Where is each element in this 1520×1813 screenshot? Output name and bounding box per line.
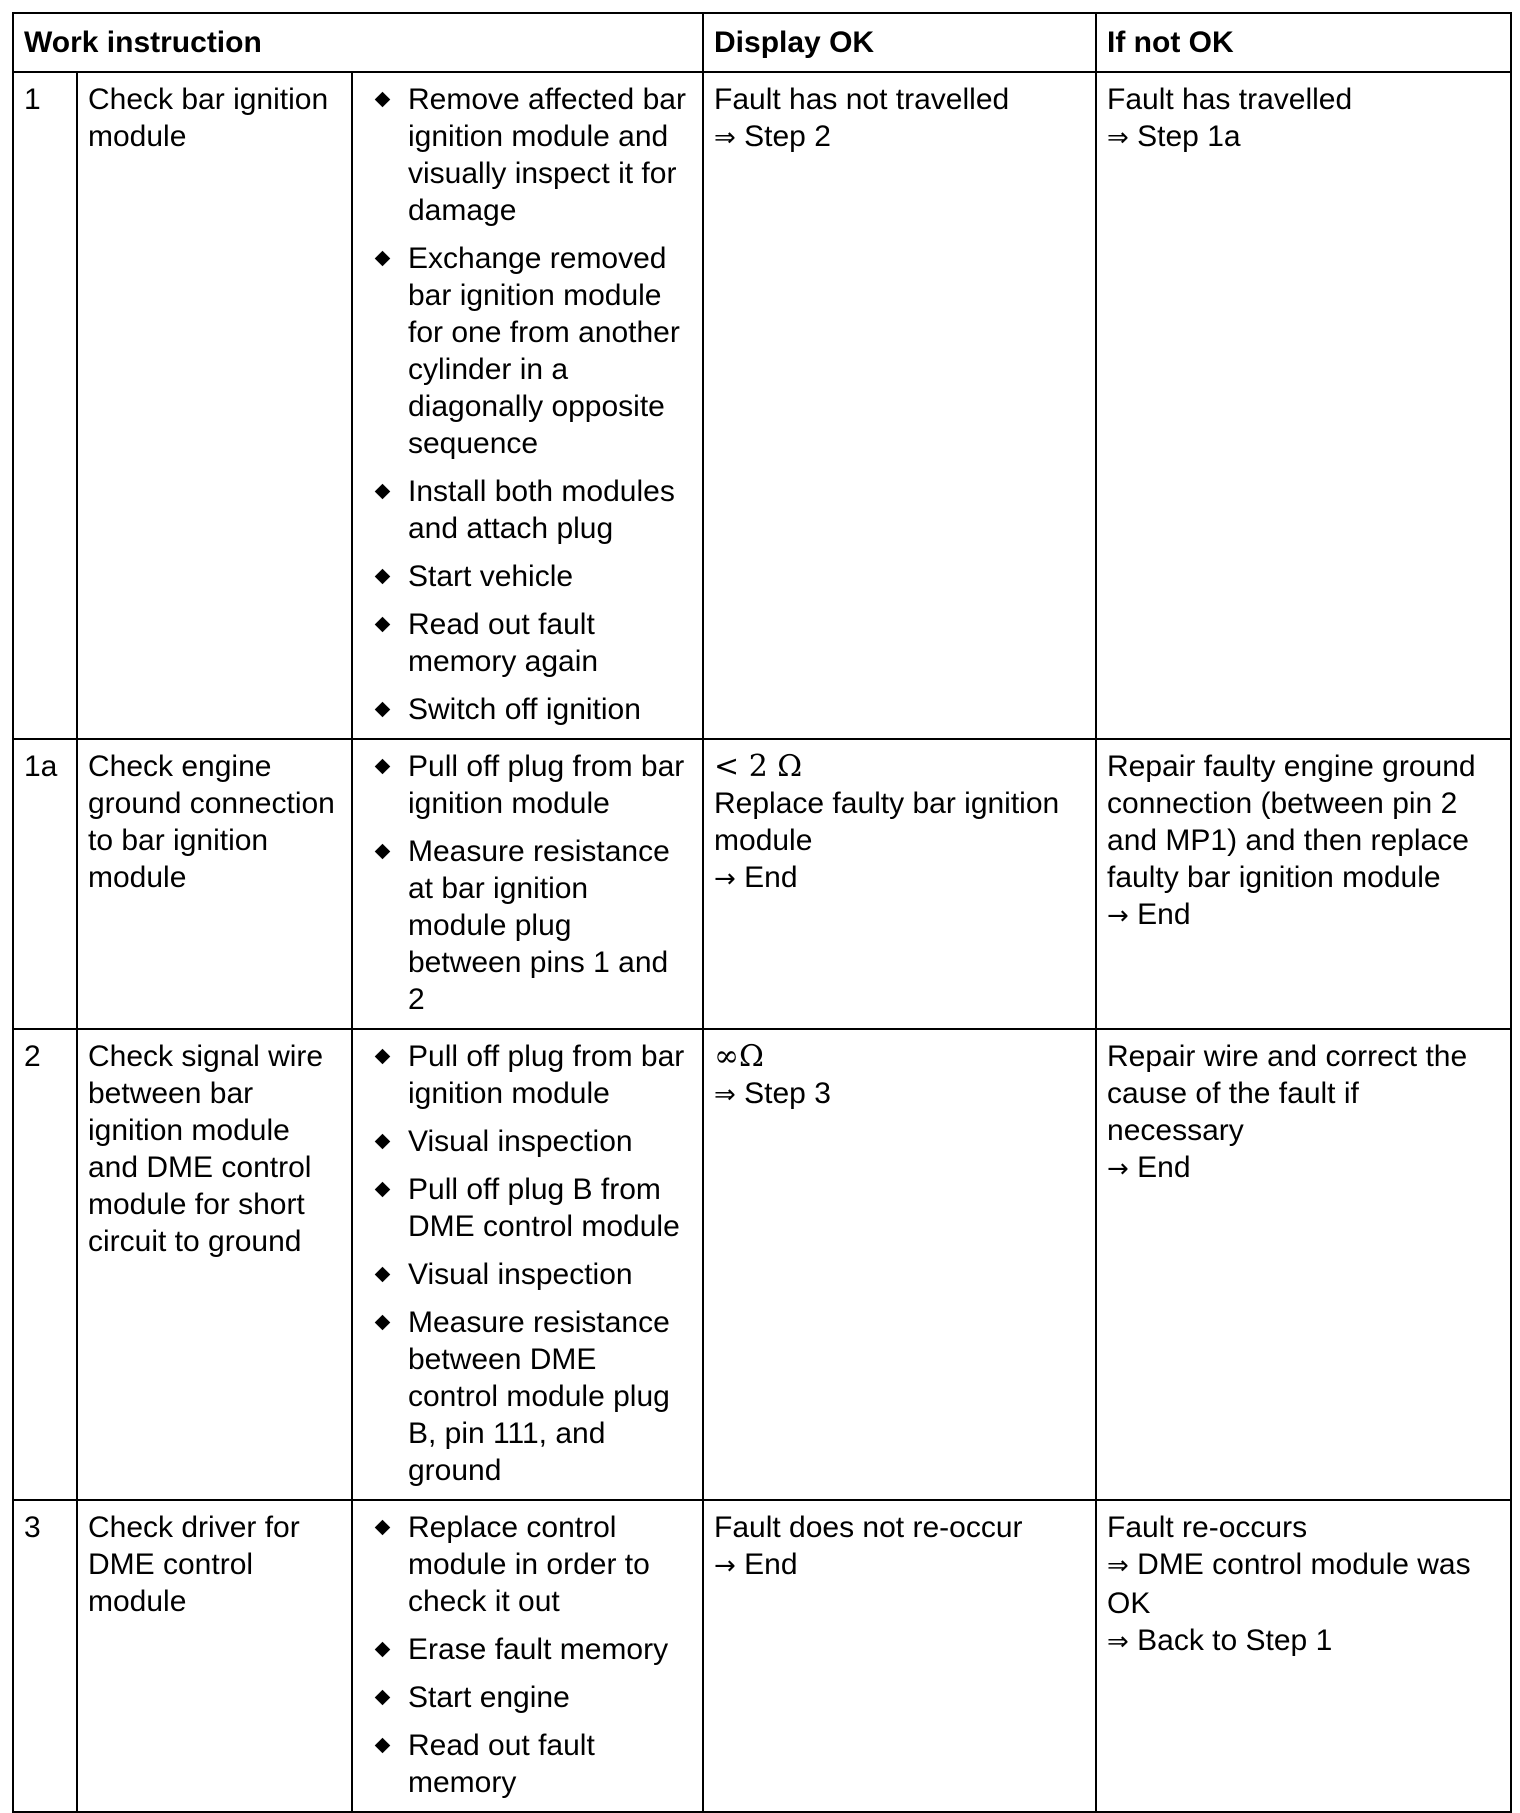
- double-arrow-right-icon: ⇒: [1107, 1627, 1129, 1657]
- result-text: Repair wire and correct the cause of the fault if necessary: [1107, 1040, 1468, 1147]
- result-line: [1107, 1038, 1500, 1149]
- diamond-bullet-icon: [370, 473, 394, 510]
- action-text: Start vehicle: [408, 560, 574, 593]
- if-not-ok-cell: [1096, 1500, 1511, 1812]
- action-text: Measure resistance at bar ignition module plug between pins 1 and 2: [408, 835, 670, 1016]
- result-text: Fault has not travelled: [714, 83, 1010, 116]
- result-text: Replace faulty bar ignition module: [714, 787, 1060, 857]
- diamond-bullet-icon: [370, 240, 394, 277]
- diamond-bullet-icon: [370, 691, 394, 728]
- double-arrow-right-icon: ⇒: [714, 1080, 736, 1110]
- diamond-bullet-icon: [370, 1304, 394, 1341]
- result-text: Repair faulty engine ground connection (between pin 2 and MP1) and then replace faulty bar ignition module: [1107, 750, 1476, 894]
- action-text: Exchange removed bar ignition module for one from another cylinder in a diagonally opposite sequence: [408, 242, 680, 460]
- result-line: [714, 118, 1085, 157]
- action-text: Measure resistance between DME control module plug B, pin 111, and ground: [408, 1306, 670, 1487]
- diamond-bullet-icon: [370, 1171, 394, 1208]
- arrow-right-icon: →: [1107, 901, 1129, 931]
- double-arrow-right-icon: ⇒: [1107, 123, 1129, 153]
- action-item: [363, 558, 692, 595]
- action-list: [363, 1038, 692, 1489]
- action-item: [363, 748, 692, 822]
- action-text: Read out fault memory: [408, 1729, 595, 1799]
- result-text: Step 1a: [1128, 120, 1241, 153]
- diamond-bullet-icon: [370, 748, 394, 785]
- step-actions: [352, 1500, 703, 1812]
- action-item: [363, 1679, 692, 1716]
- diamond-bullet-icon: [370, 1123, 394, 1160]
- action-item: [363, 1304, 692, 1489]
- diamond-bullet-icon: [370, 1256, 394, 1293]
- result-line: [714, 785, 1085, 859]
- action-text: Visual inspection: [408, 1125, 633, 1158]
- arrow-right-icon: →: [714, 1551, 736, 1581]
- action-list: [363, 81, 692, 728]
- result-text: Fault does not re-occur: [714, 1511, 1023, 1544]
- action-item: [363, 1038, 692, 1112]
- action-item: [363, 1509, 692, 1620]
- action-text: Visual inspection: [408, 1258, 633, 1291]
- display-ok-cell: [703, 739, 1096, 1029]
- arrow-right-icon: →: [714, 864, 736, 894]
- action-text: Pull off plug from bar ignition module: [408, 750, 685, 820]
- header-work-instruction: Work instruction: [13, 13, 703, 72]
- diamond-bullet-icon: [370, 1509, 394, 1546]
- result-line: [1107, 1509, 1500, 1546]
- display-ok-cell: [703, 1500, 1096, 1812]
- result-line: [714, 1546, 1085, 1585]
- action-item: [363, 1123, 692, 1160]
- step-title: Check bar ignition module: [77, 72, 352, 739]
- step-title: Check engine ground connection to bar ignition module: [77, 739, 352, 1029]
- arrow-right-icon: →: [1107, 1154, 1129, 1184]
- double-arrow-right-icon: ⇒: [1107, 1551, 1129, 1581]
- action-text: Pull off plug B from DME control module: [408, 1173, 680, 1243]
- action-list: [363, 1509, 692, 1801]
- table-row: [13, 1500, 1511, 1812]
- result-text: Step 2: [735, 120, 831, 153]
- result-line: [1107, 1622, 1500, 1661]
- step-actions: [352, 1029, 703, 1500]
- header-if-not-ok: If not OK: [1096, 13, 1511, 72]
- result-text: End: [1128, 898, 1191, 931]
- result-line: [714, 1509, 1085, 1546]
- table-row: [13, 72, 1511, 739]
- action-item: [363, 833, 692, 1018]
- diamond-bullet-icon: [370, 1727, 394, 1764]
- result-line: [1107, 1149, 1500, 1188]
- step-title: Check signal wire between bar ignition module and DME control module for short circuit to ground: [77, 1029, 352, 1500]
- action-item: [363, 606, 692, 680]
- action-text: Install both modules and attach plug: [408, 475, 675, 545]
- action-item: [363, 1171, 692, 1245]
- action-item: [363, 691, 692, 728]
- result-line: [1107, 81, 1500, 118]
- step-actions: [352, 739, 703, 1029]
- result-line: [1107, 896, 1500, 935]
- result-text: Fault re-occurs: [1107, 1511, 1308, 1544]
- display-ok-cell: [703, 1029, 1096, 1500]
- work-instruction-table: [12, 12, 1512, 1813]
- result-line: [714, 748, 1085, 785]
- action-item: [363, 1631, 692, 1668]
- diamond-bullet-icon: [370, 1679, 394, 1716]
- header-row: [13, 13, 1511, 72]
- step-number: 1a: [13, 739, 77, 1029]
- action-text: Read out fault memory again: [408, 608, 599, 678]
- result-line: [1107, 1546, 1500, 1622]
- if-not-ok-cell: [1096, 1029, 1511, 1500]
- action-item: [363, 1256, 692, 1293]
- if-not-ok-cell: [1096, 739, 1511, 1029]
- step-number: 3: [13, 1500, 77, 1812]
- action-list: [363, 748, 692, 1018]
- action-item: [363, 1727, 692, 1801]
- result-line: [714, 81, 1085, 118]
- action-text: Erase fault memory: [408, 1633, 669, 1666]
- step-number: 1: [13, 72, 77, 739]
- result-line: [714, 1038, 1085, 1075]
- result-text: End: [1128, 1151, 1191, 1184]
- diamond-bullet-icon: [370, 1038, 394, 1075]
- action-item: [363, 81, 692, 229]
- action-text: Pull off plug from bar ignition module: [408, 1040, 685, 1110]
- result-line: [1107, 748, 1500, 896]
- diamond-bullet-icon: [370, 81, 394, 118]
- result-text: < 2 Ω: [714, 749, 803, 784]
- result-text: End: [735, 1548, 798, 1581]
- action-text: Start engine: [408, 1681, 570, 1714]
- double-arrow-right-icon: ⇒: [714, 123, 736, 153]
- result-line: [714, 859, 1085, 898]
- result-line: [1107, 118, 1500, 157]
- action-item: [363, 240, 692, 462]
- table-row: [13, 1029, 1511, 1500]
- action-item: [363, 473, 692, 547]
- result-text: DME control module was OK: [1107, 1548, 1471, 1620]
- diamond-bullet-icon: [370, 558, 394, 595]
- result-text: Fault has travelled: [1107, 83, 1353, 116]
- display-ok-cell: [703, 72, 1096, 739]
- action-text: Replace control module in order to check it out: [408, 1511, 650, 1618]
- if-not-ok-cell: [1096, 72, 1511, 739]
- header-display-ok: Display OK: [703, 13, 1096, 72]
- step-actions: [352, 72, 703, 739]
- action-text: Remove affected bar ignition module and visually inspect it for damage: [408, 83, 686, 227]
- action-text: Switch off ignition: [408, 693, 641, 726]
- table-row: [13, 739, 1511, 1029]
- result-line: [714, 1075, 1085, 1114]
- diamond-bullet-icon: [370, 1631, 394, 1668]
- result-text: Step 3: [735, 1077, 831, 1110]
- result-text: End: [735, 861, 798, 894]
- diamond-bullet-icon: [370, 606, 394, 643]
- step-number: 2: [13, 1029, 77, 1500]
- result-text: ∞Ω: [714, 1039, 764, 1074]
- diamond-bullet-icon: [370, 833, 394, 870]
- step-title: Check driver for DME control module: [77, 1500, 352, 1812]
- result-text: Back to Step 1: [1128, 1624, 1333, 1657]
- table-body: [13, 72, 1511, 1812]
